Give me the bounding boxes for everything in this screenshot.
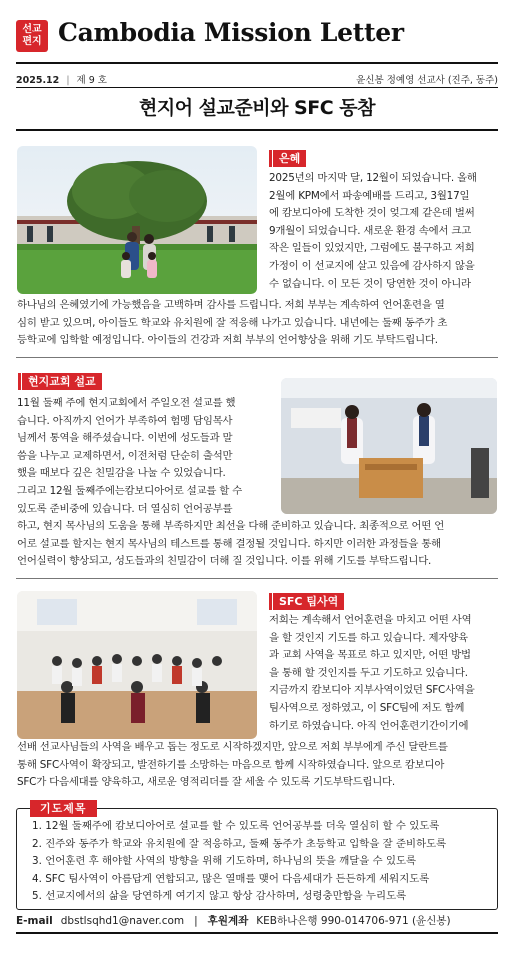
sermon-line: 했을 때보다 깊은 친밀감을 나눌 수 있었습니다.	[17, 467, 226, 480]
section-label-sermon: 현지교회 설교	[22, 373, 102, 390]
logo-line2: 편지	[22, 36, 42, 47]
sfc-line: 저희는 계속해서 언어훈련을 마치고 어떤 사역	[269, 614, 472, 626]
account-number: KEB하나은행 990-014706-971 (윤신봉)	[256, 915, 451, 927]
sermon-line: 그리고 12월 둘째주에는캄보디아어로 설교를 할 수	[17, 484, 243, 497]
sermon-line: 하고, 현지 목사님의 도움을 통해 부족하지만 최선을 다해 준비하고 있습니다. 최종적으로 어떤 언	[17, 520, 445, 532]
sfc-line: SFC가 다음세대를 양육하고, 새로운 영적리더를 잘 세울 수 있도록 기도부탁드립니다.	[17, 776, 395, 789]
footer	[16, 913, 498, 928]
masthead-rule-bottom	[16, 87, 498, 88]
grace-line: 2월에 KPM에서 파송예배를 드리고, 3월17일	[269, 189, 470, 202]
issue-date: 2025.12	[16, 75, 60, 86]
issue-separator: |	[66, 75, 70, 86]
sermon-line: 있도록 준비중에 있습니다. 더 열심히 언어공부를	[17, 502, 233, 515]
prayer-item: 3. 언어훈련 후 해야할 사역의 방향을 위해 기도하며, 하나님의 뜻을 깨달을 수 있도록	[32, 855, 417, 868]
sermon-line: 습니다. 아직까지 언어가 부족하여 험멩 담임목사	[17, 414, 233, 427]
grace-line: 하나님의 은혜였기에 가능했음을 고백하며 감사를 드립니다. 저희 부부는 계속하여 언어훈련을 열	[17, 299, 445, 311]
footer-separator: |	[194, 914, 198, 927]
author-line: 윤신봉 정예영 선교사 (진주, 동주)	[356, 75, 498, 86]
sermon-photo	[281, 378, 497, 514]
sfc-line: 과 교회 사역을 목표로 하고 있지만, 어떤 방법	[269, 649, 471, 662]
prayer-item: 5. 선교지에서의 삶을 당연하게 여기지 않고 항상 감사하며, 성령충만함을 누리도록	[32, 890, 407, 903]
section-divider	[16, 357, 498, 358]
sfc-line: 을 할 것인지 기도를 하고 있습니다. 제자양육	[269, 631, 468, 644]
grace-line: 2025년의 마지막 달, 12월이 되었습니다. 올해	[269, 172, 477, 184]
sfc-paragraph-right	[269, 612, 497, 735]
grace-paragraph-full	[17, 297, 498, 350]
sfc-photo	[17, 591, 257, 739]
sfc-line: 을 통해 할 것인지를 두고 기도하고 있습니다.	[269, 666, 468, 679]
grace-line: 심히 받고 있으며, 아이들도 학교와 유치원에 잘 적응해 나가고 있습니다. 내년에는 둘째 동주가 초	[17, 316, 448, 329]
prayer-item: 1. 12월 둘째주에 캄보디아어로 설교를 할 수 있도록 언어공부를 더욱 열심히 할 수 있도록	[32, 820, 440, 832]
headline-rule	[16, 129, 498, 131]
prayer-label: 기도제목	[30, 800, 97, 817]
sermon-paragraph-left	[17, 395, 273, 518]
footer-rule	[16, 932, 498, 934]
sfc-line: 하기로 하였습니다. 아직 언어훈련기간이기에	[269, 719, 469, 732]
sfc-line: 팀사역으로 정하였고, 이 SFC팀에 저도 함께	[269, 701, 465, 714]
sermon-line: 11월 둘째 주에 현지교회에서 주일오전 설교를 했	[17, 397, 236, 409]
sermon-line: 어로 설교를 할지는 현지 목사님의 테스트를 통해 결정될 것입니다. 하지만 이러한 과정들을 통해	[17, 537, 441, 550]
prayer-item: 4. SFC 팀사역이 아름답게 연합되고, 많은 열매를 맺어 다음세대가 든든하게 세워지도록	[32, 872, 430, 885]
grace-line: 9개월이 되었습니다. 새로운 환경 속에서 크고	[269, 224, 472, 237]
sfc-line: 선배 선교사님들의 사역을 배우고 돕는 정도로 시작하겠지만, 앞으로 저희 부부에게 주신 달란트를	[17, 741, 448, 753]
logo-line1: 선교	[22, 24, 42, 35]
sermon-line: 씀을 나누고 교제하면서, 이전처럼 단순히 출석만	[17, 449, 233, 462]
sfc-line: 지금까지 캄보디아 지부사역이었던 SFC사역을	[269, 684, 475, 697]
issue-row	[16, 72, 498, 86]
grace-line: 작은 일들이 있었지만, 그럼에도 불구하고 저희	[269, 242, 475, 255]
grace-line: 수 없습니다. 이 모든 것이 당연한 것이 아니라	[269, 277, 471, 290]
section-label-grace: 은혜	[273, 150, 306, 167]
headline: 현지어 설교준비와 SFC 동참	[139, 97, 375, 119]
issue-number: 제 9 호	[76, 75, 107, 86]
sermon-paragraph-full	[17, 518, 498, 571]
sfc-paragraph-full	[17, 739, 498, 792]
sfc-line: 통해 SFC사역이 확장되고, 발전하기를 소망하는 마음으로 함께 시작하였습니다. 앞으로 캄보디아	[17, 758, 445, 771]
grace-line: 등학교에 입학할 예정입니다. 아이들의 건강과 저희 부부의 언어향상을 위해 기도 부탁드립니다.	[17, 334, 438, 347]
grace-paragraph-right	[269, 170, 497, 293]
account-label: 후원계좌	[207, 915, 249, 927]
masthead-title: Cambodia Mission Letter	[58, 18, 404, 47]
section-divider	[16, 578, 498, 579]
grace-line: 가정이 이 선교지에 살고 있음에 감사하지 않을	[269, 259, 475, 272]
sermon-line: 님께서 통역을 해주셨습니다. 이번에 성도들과 말	[17, 432, 233, 445]
prayer-item: 2. 진주와 동주가 학교와 유치원에 잘 적응하고, 둘째 동주가 초등학교 입학을 잘 준비하도록	[32, 837, 447, 850]
sermon-line: 언어실력이 향상되고, 성도들과의 친밀감이 더해 질 것입니다. 이를 위해 기도를 부탁드립니다.	[17, 555, 432, 568]
email-address[interactable]: dbstlsqhd1@naver.com	[60, 914, 185, 927]
email-label: E-mail	[16, 914, 53, 927]
family-photo	[17, 146, 257, 294]
grace-line: 에 캄보디아에 도착한 것이 엊그제 같은데 벌써	[269, 207, 475, 220]
newsletter-logo	[16, 20, 48, 52]
prayer-list	[32, 818, 446, 906]
section-label-sfc: SFC 팀사역	[273, 593, 344, 610]
masthead-rule-top	[16, 62, 498, 64]
